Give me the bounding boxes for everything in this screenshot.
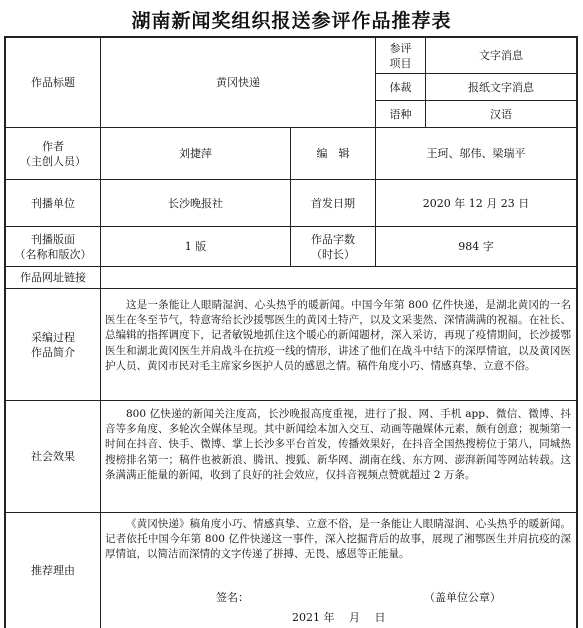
page-label	[6, 227, 101, 267]
category-label-line2: 项目	[389, 56, 412, 70]
editor-label: 编 辑	[291, 128, 376, 180]
first-date-value: 2020 年 12 月 23 日	[376, 180, 577, 227]
length-label-line2: （时长）	[311, 247, 355, 261]
language-value: 汉语	[426, 101, 577, 128]
page-label-line2: （名称和版次）	[14, 247, 92, 261]
reason-label: 推荐理由	[6, 513, 101, 628]
category-label-line1: 参评	[389, 41, 412, 55]
sign-date: 2021 年 月 日	[292, 611, 386, 624]
author-label-line2: （主创人员）	[20, 154, 86, 168]
first-date-label: 首发日期	[291, 180, 376, 227]
process-label-line1: 采编过程	[31, 330, 75, 344]
seal-note: （盖单位公章）	[424, 591, 501, 604]
work-title-value: 黄冈快递	[101, 38, 376, 128]
publisher-label: 刊播单位	[6, 180, 101, 227]
genre-value: 报纸文字消息	[426, 74, 577, 101]
length-label	[291, 227, 376, 267]
page-title: 湖南新闻奖组织报送参评作品推荐表	[131, 10, 452, 32]
signature-label: 签名：	[216, 591, 249, 604]
genre-label: 体裁	[376, 74, 426, 101]
process-label	[6, 289, 101, 401]
author-value: 刘捷萍	[101, 128, 291, 180]
language-label: 语种	[376, 101, 426, 128]
link-label: 作品网址链接	[6, 267, 101, 289]
process-text: 这是一条能让人眼睛湿润、心头热乎的暖新闻。中国今年第 800 亿件快递，是湖北黄冈的一名医生在冬至节气，特意寄给长沙援鄂医生的黄冈土特产，以及文采斐然、深情满满的祝福。在社长、总编辑的指挥调度下，记者敏锐地抓住这个暖心的新闻题材，深入采访，再现了疫情期间，长沙援鄂医生和湖北黄冈医生并肩战斗在抗疫一线的情形，讲述了他们在战斗中结下的深厚情谊，以及黄冈医护人员、黄冈市民对毛主席家乡医护人员的感恩之情。稿件角度小巧、情感真挚、立意不俗。	[105, 299, 571, 372]
publisher-value: 长沙晚报社	[101, 180, 291, 227]
category-label	[376, 38, 426, 74]
process-label-line2: 作品简介	[31, 345, 75, 359]
effect-label: 社会效果	[6, 401, 101, 513]
author-label-line1: 作者	[42, 139, 64, 153]
page-label-line1: 刊播版面	[31, 232, 75, 246]
category-value: 文字消息	[426, 38, 577, 74]
recommendation-form	[4, 36, 578, 628]
link-value	[101, 267, 577, 289]
work-title-label: 作品标题	[6, 38, 101, 128]
effect-text: 800 亿快递的新闻关注度高，长沙晚报高度重视，进行了报、网、手机 app、微信、微博、抖音等多角度、多轮次全媒体呈现。其中新闻绘本加入交互、动画等融媒体元素，颇有创意；视频第一时间在抖音、快手、微博、掌上长沙多平台首发，传播效果好，在抖音全国热搜榜位于第八，同城热搜榜排名第一；稿件也被新浪、腾讯、搜狐、新华网、湖南在线、东方网、澎湃新闻等网站转载。这条满满正能量的新闻，收到了良好的社会效应，仅抖音视频点赞就超过 2 万条。	[105, 408, 571, 481]
page-value: 1 版	[101, 227, 291, 267]
length-label-line1: 作品字数	[311, 232, 355, 246]
reason-text: 《黄冈快递》稿角度小巧、情感真挚、立意不俗，是一条能让人眼睛湿润、心头热乎的暖新闻。记者依托中国今年第 800 亿件快递这一事件，深入挖掘背后的故事，展现了湘鄂医生并肩抗疫的深厚情谊，以简洁而深情的文字传递了拼搏、无畏、感恩等正能量。	[105, 518, 571, 561]
editor-value: 王珂、邬伟、梁瑞平	[376, 128, 577, 180]
author-label	[6, 128, 101, 180]
length-value: 984 字	[376, 227, 577, 267]
